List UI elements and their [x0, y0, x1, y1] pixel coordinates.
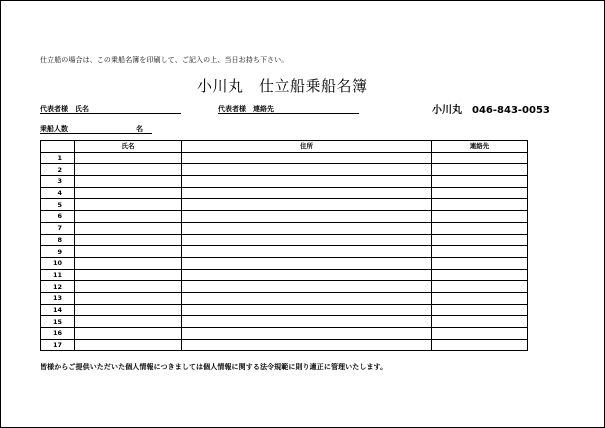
- table-row: [41, 152, 528, 164]
- address-cell: [182, 304, 432, 316]
- table-row: [41, 281, 528, 293]
- row-number: 11: [41, 269, 75, 281]
- table-row: [41, 316, 528, 328]
- contact-cell: [432, 234, 528, 246]
- address-cell: [182, 281, 432, 293]
- header-number: [41, 141, 75, 153]
- representative-contact-label: 代表者様 連絡先: [218, 105, 274, 113]
- representative-contact-line: [218, 113, 359, 114]
- name-cell: [75, 222, 182, 234]
- passenger-table: [40, 140, 528, 351]
- address-cell: [182, 176, 432, 188]
- row-number: 15: [41, 316, 75, 328]
- name-cell: [75, 152, 182, 164]
- name-cell: [75, 328, 182, 340]
- name-cell: [75, 269, 182, 281]
- table-row: [41, 164, 528, 176]
- name-cell: [75, 246, 182, 258]
- table-row: [41, 257, 528, 269]
- contact-cell: [432, 152, 528, 164]
- contact-cell: [432, 187, 528, 199]
- row-number: 17: [41, 339, 75, 351]
- contact-cell: [432, 222, 528, 234]
- contact-cell: [432, 328, 528, 340]
- address-cell: [182, 339, 432, 351]
- table-row: [41, 292, 528, 304]
- address-cell: [182, 211, 432, 223]
- name-cell: [75, 211, 182, 223]
- row-number: 10: [41, 257, 75, 269]
- address-cell: [182, 234, 432, 246]
- contact-cell: [432, 269, 528, 281]
- row-number: 5: [41, 199, 75, 211]
- row-number: 8: [41, 234, 75, 246]
- address-cell: [182, 316, 432, 328]
- passenger-count-unit: 名: [136, 125, 143, 133]
- row-number: 14: [41, 304, 75, 316]
- row-number: 7: [41, 222, 75, 234]
- row-number: 6: [41, 211, 75, 223]
- representative-name-label: 代表者様 氏名: [40, 105, 89, 113]
- address-cell: [182, 292, 432, 304]
- table-row: [41, 211, 528, 223]
- contact-cell: [432, 211, 528, 223]
- header-address: 住所: [182, 141, 432, 153]
- contact-cell: [432, 199, 528, 211]
- table-row: [41, 234, 528, 246]
- row-number: 12: [41, 281, 75, 293]
- name-cell: [75, 234, 182, 246]
- name-cell: [75, 257, 182, 269]
- boat-phone: 小川丸 046-843-0053: [432, 105, 550, 116]
- contact-cell: [432, 304, 528, 316]
- address-cell: [182, 152, 432, 164]
- passenger-count-label: 乗船人数: [40, 125, 68, 133]
- header-name: 氏名: [75, 141, 182, 153]
- contact-cell: [432, 176, 528, 188]
- row-number: 13: [41, 292, 75, 304]
- name-cell: [75, 316, 182, 328]
- privacy-notice: 皆様からご提供いただいた個人情報につきましては個人情報に関する法令規範に則り適正に管理いたします。: [40, 363, 388, 371]
- address-cell: [182, 269, 432, 281]
- address-cell: [182, 199, 432, 211]
- row-number: 16: [41, 328, 75, 340]
- passenger-count-line: [40, 133, 152, 134]
- table-row: [41, 328, 528, 340]
- name-cell: [75, 292, 182, 304]
- name-cell: [75, 281, 182, 293]
- name-cell: [75, 187, 182, 199]
- name-cell: [75, 164, 182, 176]
- row-number: 1: [41, 152, 75, 164]
- name-cell: [75, 339, 182, 351]
- row-number: 4: [41, 187, 75, 199]
- table-row: [41, 339, 528, 351]
- representative-name-line: [40, 113, 181, 114]
- contact-cell: [432, 246, 528, 258]
- address-cell: [182, 164, 432, 176]
- table-row: [41, 304, 528, 316]
- table-row: [41, 199, 528, 211]
- name-cell: [75, 199, 182, 211]
- page-title: 小川丸 仕立船乗船名簿: [197, 77, 368, 95]
- contact-cell: [432, 339, 528, 351]
- address-cell: [182, 187, 432, 199]
- name-cell: [75, 176, 182, 188]
- header-contact: 連絡先: [432, 141, 528, 153]
- contact-cell: [432, 292, 528, 304]
- row-number: 2: [41, 164, 75, 176]
- instruction-text: 仕立船の場合は、この乗船名簿を印刷して、ご記入の上、当日お持ち下さい。: [40, 56, 289, 64]
- contact-cell: [432, 316, 528, 328]
- address-cell: [182, 328, 432, 340]
- table-row: [41, 269, 528, 281]
- table-row: [41, 222, 528, 234]
- table-row: [41, 176, 528, 188]
- address-cell: [182, 222, 432, 234]
- table-row: [41, 246, 528, 258]
- contact-cell: [432, 257, 528, 269]
- table-row: [41, 187, 528, 199]
- address-cell: [182, 246, 432, 258]
- contact-cell: [432, 281, 528, 293]
- address-cell: [182, 257, 432, 269]
- contact-cell: [432, 164, 528, 176]
- table-header-row: [41, 141, 528, 153]
- row-number: 9: [41, 246, 75, 258]
- row-number: 3: [41, 176, 75, 188]
- name-cell: [75, 304, 182, 316]
